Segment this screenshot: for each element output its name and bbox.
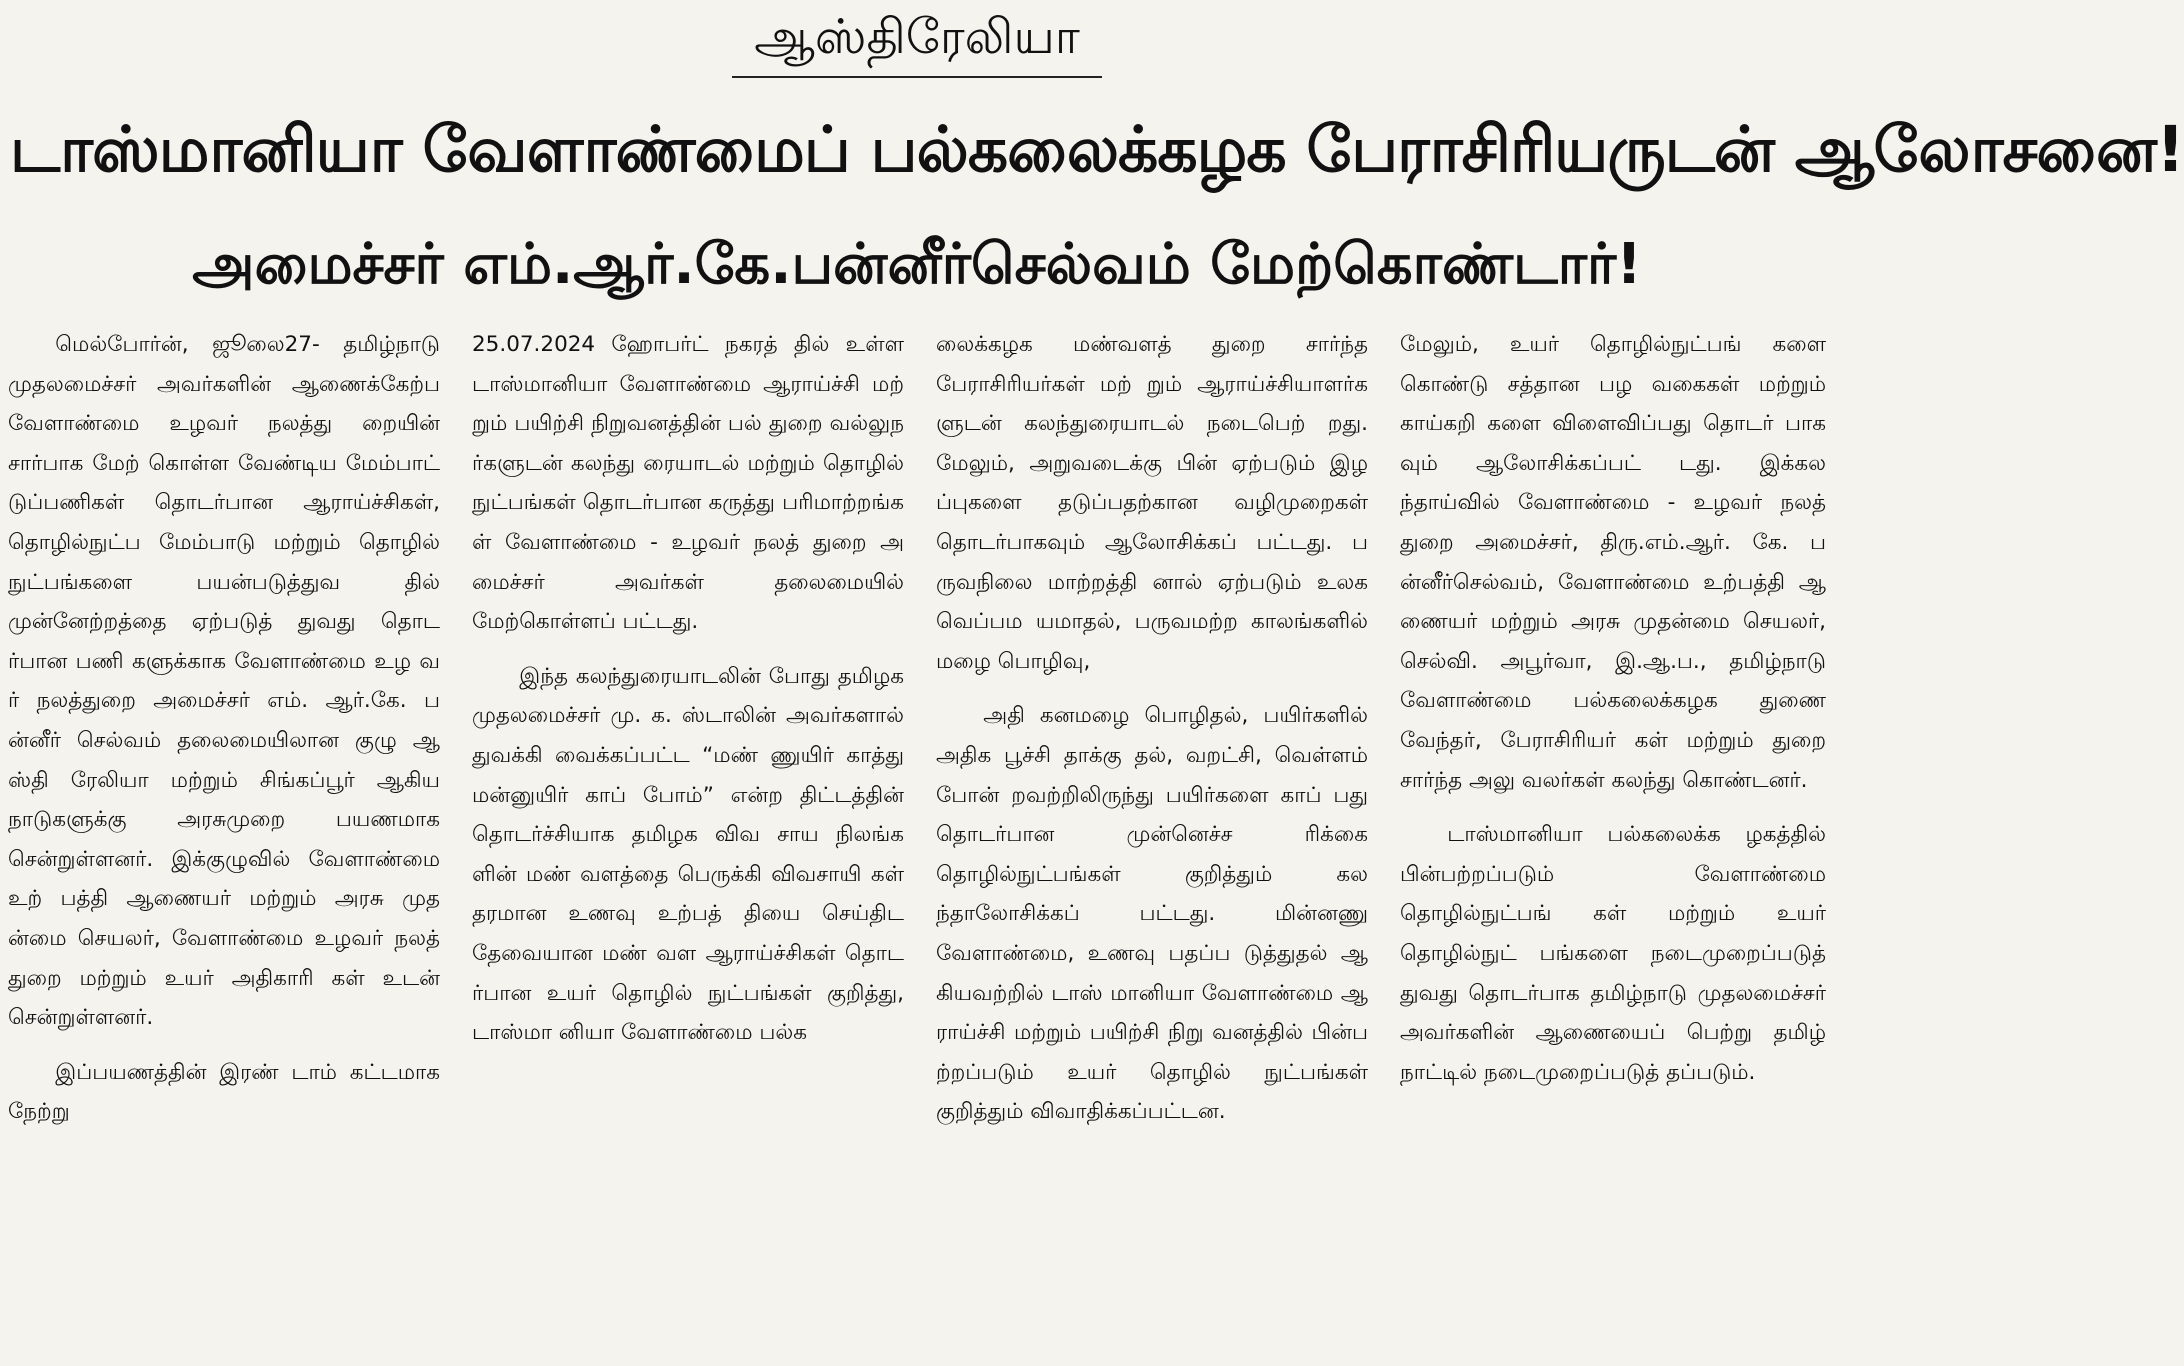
- subheadline: அமைச்சர் எம்.ஆர்.கே.பன்னீர்செல்வம் மேற்கொண்டார்!: [192, 232, 1642, 297]
- paragraph: இப்பயணத்தின் இரண் டாம் கட்டமாக நேற்று: [8, 1059, 440, 1125]
- paragraph: லைக்கழக மண்வளத் துறை சார்ந்த பேராசிரியர்கள் மற் றும் ஆராய்ச்சியாளர்களுடன் கலந்துரையாடல் நடைபெற் றது. மேலும், அறுவடைக்கு பின் ஏற்படும் இழப்புகளை தடுப்பதற்கான வழிமுறைகள் தொடர்பாகவும் ஆலோசிக்கப் பட்டது. பருவநிலை மாற்றத்தி னால் ஏற்படும் உலக வெப்பம யமாதல், பருவமற்ற காலங்களில் மழை பொழிவு,: [936, 332, 1368, 674]
- headline: டாஸ்மானியா வேளாண்மைப் பல்கலைக்கழக பேராசிரியருடன் ஆலோசனை!: [10, 113, 2184, 186]
- paragraph: டாஸ்மானியா பல்கலைக்க ழகத்தில் பின்பற்றப்படும் வேளாண்மை தொழில்நுட்பங் கள் மற்றும் உயர் தொழில்நுட் பங்களை நடைமுறைப்படுத் துவது தொடர்பாக தமிழ்நாடு முதலமைச்சர் அவர்களின் ஆணையைப் பெற்று தமிழ் நாட்டில் நடைமுறைப்படுத் தப்படும்.: [1400, 822, 1826, 1085]
- section-kicker: [0, 4, 1834, 78]
- paragraph: 25.07.2024 ஹோபர்ட் நகரத் தில் உள்ள டாஸ்மானியா வேளாண்மை ஆராய்ச்சி மற் றும் பயிற்சி நிறுவனத்தின் பல் துறை வல்லுநர்களுடன் கலந்து ரையாடல் மற்றும் தொழில் நுட்பங்கள் தொடர்பான கருத்து பரிமாற்றங்கள் வேளாண்மை - உழவர் நலத் துறை அமைச்சர் அவர்கள் தலைமையில் மேற்கொள்ளப் பட்டது.: [472, 332, 904, 635]
- column-2: [472, 325, 904, 1366]
- section-label: ஆஸ்திரேலியா: [732, 4, 1102, 78]
- column-3: [936, 325, 1368, 1366]
- paragraph: மெல்போர்ன், ஜூலை27- தமிழ்நாடு முதலமைச்சர் அவர்களின் ஆணைக்கேற்ப வேளாண்மை உழவர் நலத்து றையின் சார்பாக மேற் கொள்ள வேண்டிய மேம்பாட் டுப்பணிகள் தொடர்பான ஆராய்ச்சிகள், தொழில்நுட்ப மேம்பாடு மற்றும் தொழில் நுட்பங்களை பயன்படுத்துவ தில் முன்னேற்றத்தை ஏற்படுத் துவது தொடர்பான பணி களுக்காக வேளாண்மை உழ வர் நலத்துறை அமைச்சர் எம். ஆர்.கே. பன்னீர் செல்வம் தலைமையிலான குழு ஆஸ்தி ரேலியா மற்றும் சிங்கப்பூர் ஆகிய நாடுகளுக்கு அரசுமுறை பயணமாக சென்றுள்ளனர். இக்குழுவில் வேளாண்மை உற் பத்தி ஆணையர் மற்றும் அரசு முதன்மை செயலர், வேளாண்மை உழவர் நலத் துறை மற்றும் உயர் அதிகாரி கள் உடன் சென்றுள்ளனர்.: [8, 332, 440, 1031]
- paragraph: அதி கனமழை பொழிதல், பயிர்களில் அதிக பூச்சி தாக்கு தல், வறட்சி, வெள்ளம் போன் றவற்றிலிருந்து பயிர்களை காப் பது தொடர்பான முன்னெச்ச ரிக்கை தொழில்நுட்பங்கள் குறித்தும் கலந்தாலோசிக்கப் பட்டது. மின்னணு வேளாண்மை, உணவு பதப்ப டுத்துதல் ஆகியவற்றில் டாஸ் மானியா வேளாண்மை ஆராய்ச்சி மற்றும் பயிற்சி நிறு வனத்தில் பின்பற்றப்படும் உயர் தொழில் நுட்பங்கள் குறித்தும் விவாதிக்கப்பட்டன.: [936, 703, 1368, 1125]
- paragraph: மேலும், உயர் தொழில்நுட்பங் களை கொண்டு சத்தான பழ வகைகள் மற்றும் காய்கறி களை விளைவிப்பது தொடர் பாகவும் ஆலோசிக்கப்பட் டது. இக்கலந்தாய்வில் வேளாண்மை - உழவர் நலத் துறை அமைச்சர், திரு.எம்.ஆர். கே. பன்னீர்செல்வம், வேளாண்மை உற்பத்தி ஆணையர் மற்றும் அரசு முதன்மை செயலர், செல்வி. அபூர்வா, இ.ஆ.ப., தமிழ்நாடு வேளாண்மை பல்கலைக்கழக துணை வேந்தர், பேராசிரியர் கள் மற்றும் துறை சார்ந்த அலு வலர்கள் கலந்து கொண்டனர்.: [1400, 332, 1826, 793]
- article-body: [0, 325, 1834, 1366]
- column-4: [1400, 325, 1826, 1366]
- paragraph: இந்த கலந்துரையாடலின் போது தமிழக முதலமைச்சர் மு. க. ஸ்டாலின் அவர்களால் துவக்கி வைக்கப்பட்ட “மண் ணுயிர் காத்து மன்னுயிர் காப் போம்” என்ற திட்டத்தின் தொடர்ச்சியாக தமிழக விவ சாய நிலங்களின் மண் வளத்தை பெருக்கி விவசாயி கள் தரமான உணவு உற்பத் தியை செய்திட தேவையான மண் வள ஆராய்ச்சிகள் தொடர்பான உயர் தொழில் நுட்பங்கள் குறித்து, டாஸ்மா னியா வேளாண்மை பல்க: [472, 663, 904, 1046]
- column-1: [8, 325, 440, 1366]
